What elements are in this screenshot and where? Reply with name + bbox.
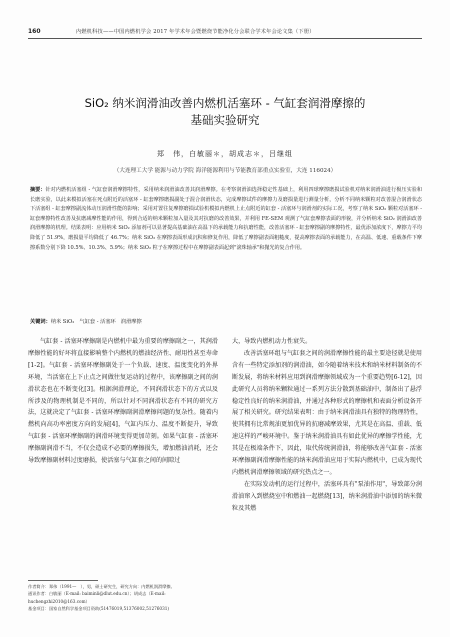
title-line-2: 基础实验研究 xyxy=(190,113,260,127)
abstract-text: 针对内燃机活塞组 - 气缸套润滑摩擦特性，采用纳米润滑油改善其润滑摩擦。在考察润滑油选择稳定性基础上，利用四球摩擦磨损试验机对纳米润滑油进行极压实验和长磨实验，以此来模拟活塞在死点附近的活塞环 - 缸套摩擦磨损副处于混合润滑状态，完成摩擦试件的摩擦力及磨损量进行测量分析，分析不同纳米颗粒对改善混合润滑状态下活塞组 - 缸套摩擦副流体动压润滑性能的影响；采用对置往复摩擦磨损试验机模拟内燃机上止点附近的缸套 - 活塞环与润滑剂的实际工况，考察了纳米 SiO₂ 颗粒对活塞环 - 缸套摩擦特性改善及抗磨减摩性能的作用，得到合适的纳米颗粒加入量及其对抗磨的改善效果，并利用 FE-SEM 观测了气缸套摩擦表面的形貌，并分析纳米 SiO₂ 润滑油改善润滑摩擦的机理。结果表明：应用纳米 SiO₂ 添加剂可以显著提高基础油在高温下的承载能力和抗磨性能，改善活塞环 - 缸套摩擦副的摩擦特性，最优添加浓度下，摩擦力平均降低了 51.9%，磨损量平均降低了 46.7%；纳米 SiO₂ 在摩擦表面形成沉积和修复作用，降低了摩擦副表面粗糙度，提高摩擦表面的承载能力，在高温、低速、重载条件下摩擦系数分别下降 10.5%、10.3%、5.9%；纳米 SiO₂ 粒子在摩擦过程中在摩擦副表面起到"滚珠轴承"和抛光的复合作用。 xyxy=(30,187,422,251)
footnote-funding: 基金项目：国家自然科学基金项目资助(51476019,51376002,51276031) xyxy=(28,606,170,612)
body-paragraph: 改善活塞环组与气缸套之间的润滑摩擦性能的最主要途径就是使用含有一些特定添加剂的润滑油，如今随着纳米技术和纳米材料制备的不断发展，将纳米材料应用到润滑摩擦领域成为一个重要趋势[6-12]，因此研究人员将纳米颗粒通过一系列方法分散到基础油中，制备出了悬浮稳定性良好的纳米润滑油，并通过各种形式的摩擦机和表面分析设备开展了相关研究。研究结果表明：由于纳米润滑油具有独特的物理特性，使其拥有比常规油更加优异的抗磨减摩效果，尤其是在高温、重载、低速这样的严峻环境中。鉴于纳米润滑油具有如此优异的摩擦学性能，尤其是在极端条件下，因此，取代传统润滑油，将能够改善气缸套 - 活塞环摩擦副润滑摩擦性能的纳米润滑油应用于实际内燃机中，已成为现代内燃机润滑摩擦领域的研究热点之一。 xyxy=(232,349,422,476)
affiliation: （大连理工大学 能源与动力学院 海洋能源利用与节能教育部重点实验室，大连 116024） xyxy=(113,168,337,174)
footnote-author-bio: 作者简介：郑伟（1991— ），男，硕士研究生，研究方向：内燃机润滑摩擦。 xyxy=(28,584,175,589)
keywords xyxy=(30,318,422,325)
header-rule xyxy=(28,38,422,39)
running-title: 内燃机科技——中国内燃机学会 2017 年学术年会暨燃烧节能净化分会联合学术年会论文集（下册） xyxy=(76,29,315,35)
footnotes xyxy=(28,583,223,613)
body-paragraph: 大，导致内燃机动力性衰失。 xyxy=(232,338,312,345)
body-column-right xyxy=(232,336,422,515)
running-header xyxy=(28,28,422,40)
paper-title xyxy=(28,95,422,129)
page-number: 160 xyxy=(28,28,41,35)
title-line-1: SiO₂ 纳米润滑油改善内燃机活塞环 - 气缸套润滑摩擦的 xyxy=(84,96,366,110)
keywords-items: 纳米 SiO₂ 气缸套 - 活塞环 润滑摩擦 xyxy=(50,319,142,325)
body-paragraph: 在实际发动机的运行过程中，活塞环具有"泵油作用"，导致部分润滑油窜入到燃烧室中和燃油一起燃烧[13]，纳米润滑油中添加的纳米微粒及其燃 xyxy=(232,480,422,512)
keywords-label: 关键词： xyxy=(30,319,51,325)
abstract-label: 摘要： xyxy=(30,187,46,193)
body-paragraph: 气缸套 - 活塞环摩擦副是内燃机中最为重要的摩擦副之一，其润滑摩擦性能的好坏将直接影响整个内燃机的燃油经济性、耐用性甚至寿命[1-2]。气缸套 - 活塞环摩擦副处于一个负载、速度、温度变化的外界环境，当活塞在上下止点之间做往复运动的过程中，该摩擦副之间的润滑状态也在不断变化[3]。根据润滑理论，不同润滑状态下的方式以及所涉及的物理机制是不同的，所以针对不同润滑状态有不同的研究方法，这就决定了气缸套 - 活塞环摩擦副润滑摩擦问题的复杂性。随着内燃机向高功率密度方向的发展[4]，气缸内压力、温度不断提升，导致气缸套 - 活塞环摩擦副的润滑环境变得更加苛刻。如果气缸套 - 活塞环摩擦副润滑不当，不仅会造成不必要的摩擦损失，增加燃油消耗，还会导致摩擦副材料过度磨损，使活塞与气缸套之间的间隙过 xyxy=(28,338,218,465)
footnote-correspondence: 通讯作者：白敏丽（E-mail: baiminli@dlut.edu.cn）；胡成志（E-mail: huchengzhi2010@163.com） xyxy=(28,591,166,604)
body-column-left xyxy=(28,336,218,467)
author-list: 郑 伟，白敏丽＊，胡成志＊，吕继组 xyxy=(157,150,293,158)
abstract xyxy=(30,186,422,253)
footnote-rule xyxy=(28,580,98,581)
